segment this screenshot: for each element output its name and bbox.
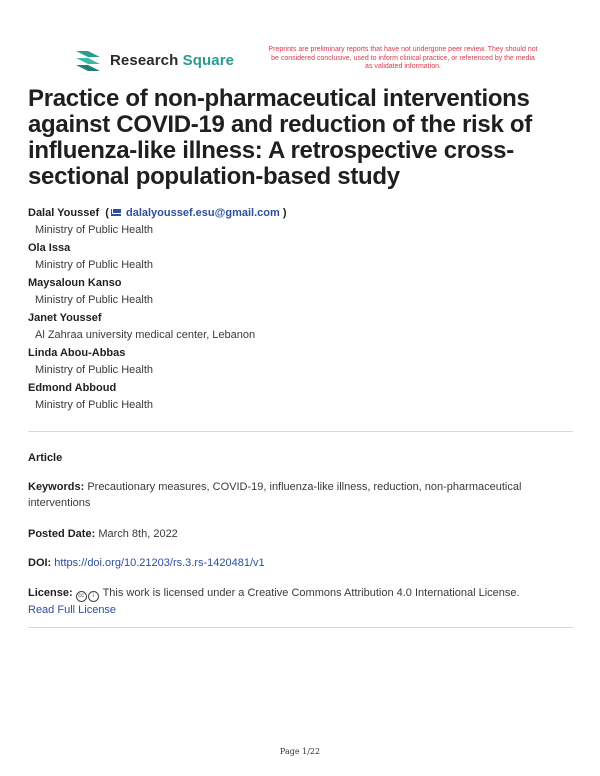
author-name: Edmond Abboud (28, 382, 117, 394)
author-entry (28, 242, 568, 272)
doi (28, 555, 568, 571)
author-entry (28, 382, 568, 412)
author-entry (28, 277, 568, 307)
logo-text: Research Square (110, 51, 235, 69)
read-full-license-link[interactable]: Read Full License (28, 604, 117, 616)
author-affiliation: Ministry of Public Health (35, 399, 153, 411)
divider (28, 627, 573, 628)
license-text: This work is licensed under a Creative Commons Attribution 4.0 International License. (102, 587, 520, 599)
email-icon (111, 209, 121, 216)
author-affiliation: Ministry of Public Health (35, 259, 153, 271)
author-entry (28, 347, 568, 377)
paper-title: Practice of non-pharmaceutical interventions against COVID-19 and reduction of the risk of influenza-like illness: A retrospective cross-sectional population-based study (28, 85, 532, 190)
page-number: Page 1/22 (279, 747, 321, 756)
research-square-logo[interactable] (74, 48, 234, 72)
keywords-label: Keywords: (28, 481, 85, 493)
author-affiliation: Al Zahraa university medical center, Lebanon (35, 329, 256, 341)
keywords-value: Precautionary measures, COVID-19, influenza-like illness, reduction, non-pharmaceutical interventions (28, 481, 522, 509)
author-entry (28, 312, 568, 342)
research-square-logo-icon (74, 48, 102, 72)
author-affiliation: Ministry of Public Health (35, 364, 153, 376)
article-type: Article (28, 452, 63, 464)
keywords (28, 479, 568, 511)
author-email-link[interactable]: dalalyoussef.esu@gmail.com (125, 207, 280, 219)
author-name: Dalal Youssef (28, 207, 100, 219)
posted-date (28, 526, 568, 542)
author-name: Maysaloun Kanso (28, 277, 122, 289)
author-name: Ola Issa (28, 242, 71, 254)
author-list (28, 207, 568, 417)
attribution-icon: i (88, 591, 99, 602)
author-affiliation: Ministry of Public Health (35, 294, 153, 306)
author-affiliation: Ministry of Public Health (35, 224, 153, 236)
doi-label: DOI: (28, 557, 52, 569)
doi-link[interactable]: https://doi.org/10.21203/rs.3.rs-1420481/v1 (54, 557, 265, 569)
license (28, 585, 568, 618)
license-label: License: (28, 587, 73, 599)
posted-date-value: March 8th, 2022 (98, 528, 178, 540)
creative-commons-icon: cc (76, 591, 87, 602)
author-name: Linda Abou-Abbas (28, 347, 126, 359)
divider (28, 431, 573, 432)
author-name: Janet Youssef (28, 312, 102, 324)
preprint-notice: Preprints are preliminary reports that have not undergone peer review. They should not be considered conclusive, used to inform clinical practice, or referenced by the media as validated information. (268, 46, 538, 70)
posted-date-label: Posted Date: (28, 528, 96, 540)
author-entry: Dalal Youssef ( dalalyoussef.esu@gmail.com ) Ministry of Public Health (28, 207, 568, 237)
